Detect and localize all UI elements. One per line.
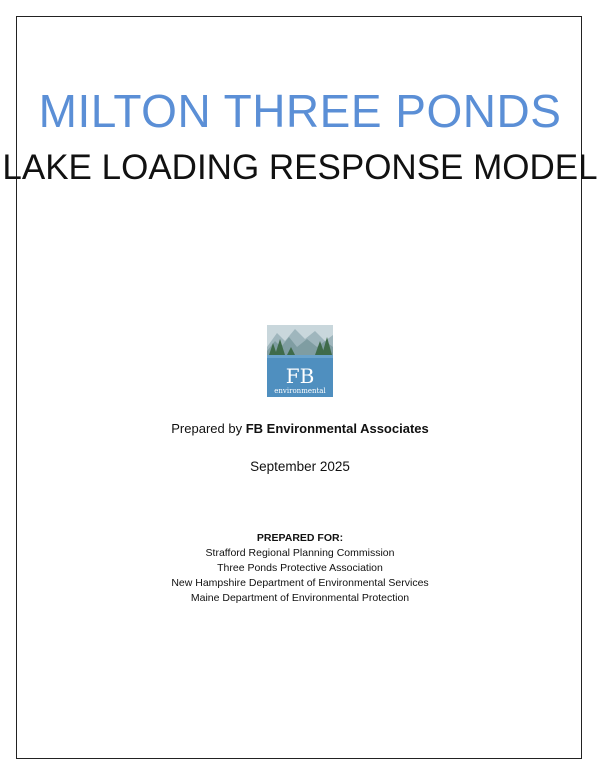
recipient-item: Strafford Regional Planning Commission	[205, 547, 395, 559]
fb-environmental-logo-graphic	[267, 325, 333, 397]
fb-environmental-logo	[267, 325, 333, 397]
recipient-item: New Hampshire Department of Environmental Services	[171, 577, 429, 589]
document-subtitle: LAKE LOADING RESPONSE MODEL	[2, 148, 598, 187]
recipient-item: Three Ponds Protective Association	[217, 562, 383, 574]
document-date: September 2025	[250, 459, 350, 474]
prepared-for-block	[0, 531, 600, 606]
prepared-by-prefix: Prepared by	[171, 421, 243, 436]
prepared-by-organization: FB Environmental Associates	[245, 421, 429, 436]
recipient-item: Maine Department of Environmental Protection	[190, 592, 410, 604]
prepared-by-line	[0, 421, 600, 436]
document-title: MILTON THREE PONDS	[38, 85, 562, 137]
logo-letters: FB	[285, 364, 315, 388]
prepared-for-heading: PREPARED FOR:	[256, 532, 344, 544]
logo-word: environmental	[274, 387, 326, 395]
